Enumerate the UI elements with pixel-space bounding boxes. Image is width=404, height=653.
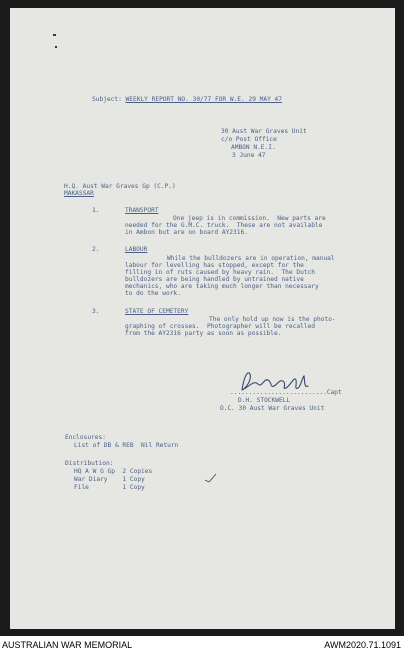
date-line: 3 June 47 — [232, 152, 266, 159]
item-text-line: from the AY2316 party as soon as possible. — [125, 330, 282, 337]
sender-line: c/o Post Office — [221, 136, 277, 143]
footer-credit: AUSTRALIAN WAR MEMORIAL — [2, 640, 133, 650]
item-heading-transport: TRANSPORT — [125, 207, 159, 214]
item-heading-state-of-cemetery: STATE OF CEMETERY — [125, 308, 189, 315]
enclosures-line: List of DB & REB Nil Return — [74, 442, 179, 449]
tick-mark — [203, 472, 219, 484]
item-text-line: graphing of crosses. Photographer will be recalled — [125, 323, 315, 330]
document-page — [10, 8, 395, 629]
item-text-line: mechanics, who are taking much longer than necessary — [125, 283, 319, 290]
punch-mark — [53, 34, 56, 36]
signature-rank-line: ..........................Capt — [230, 389, 342, 396]
distribution-row: File 1 Copy — [74, 484, 145, 491]
item-number: 2. — [92, 246, 100, 253]
punch-mark — [55, 46, 57, 48]
item-text-line: in Ambon but are on board AY2316. — [125, 229, 248, 236]
item-text-line: bulldozers are being handled by untrained native — [125, 276, 304, 283]
item-text-line: labour for levelling has stopped, except for the — [125, 262, 304, 269]
sender-line: 30 Aust War Graves Unit — [221, 128, 307, 135]
sender-line: AMBON N.E.I. — [231, 144, 276, 151]
signatory-name: D.H. STOCKWELL — [238, 397, 291, 404]
distribution-label: Distribution: — [65, 460, 114, 467]
distribution-row: HQ A W G Gp 2 Copies — [74, 468, 153, 475]
subject-title: WEEKLY REPORT NO. 30/77 FOR W.E. 29 MAY 47 — [125, 96, 283, 103]
item-heading-labour: LABOUR — [125, 246, 148, 253]
item-text-line: While the bulldozers are in operation, manual — [167, 255, 335, 262]
item-text-line: needed for the G.M.C. truck. These are not available — [125, 222, 323, 229]
footer-accession-number: AWM2020.71.1091 — [324, 640, 401, 650]
item-text-line: filling in of ruts caused by heavy rain. The Dutch — [125, 269, 315, 276]
recipient-location: MAKASSAR — [64, 190, 94, 197]
item-text-line: The only hold up now is the photo- — [209, 316, 336, 323]
item-text-line: One jeep is in commission. New parts are — [173, 215, 326, 222]
subject-prefix: Subject: — [92, 96, 122, 103]
distribution-row: War Diary 1 Copy — [74, 476, 145, 483]
item-number: 1. — [92, 207, 100, 214]
footer-bar — [0, 636, 404, 653]
item-number: 3. — [92, 308, 100, 315]
signatory-title: O.C. 30 Aust War Graves Unit — [220, 405, 325, 412]
recipient-line: H.Q. Aust War Graves Gp (C.P.) — [64, 183, 176, 190]
subject-line — [92, 96, 282, 103]
item-text-line: to do the work. — [125, 290, 181, 297]
enclosures-label: Enclosures: — [65, 434, 106, 441]
